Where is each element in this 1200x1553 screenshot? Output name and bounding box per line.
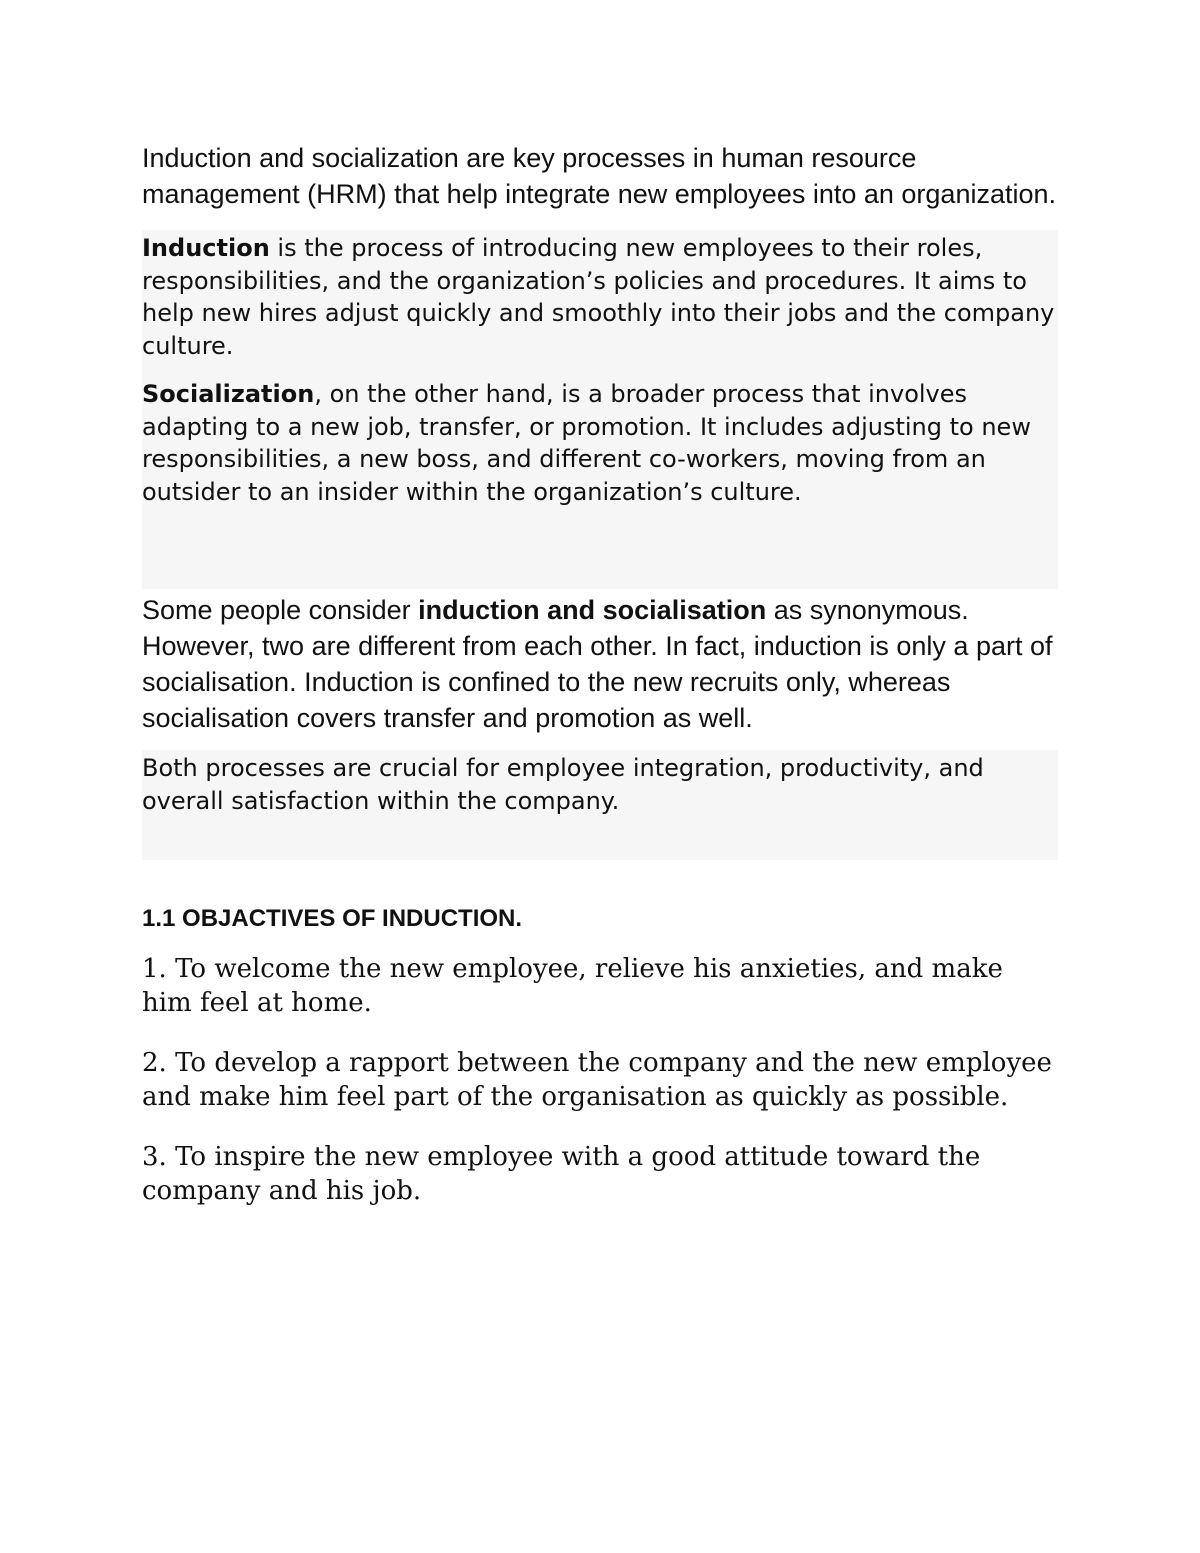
conclusion-block <box>142 750 1058 860</box>
intro-paragraph: Induction and socialization are key processes in human resource management (HRM) that help integrate new employees into an organization. <box>142 143 1057 209</box>
definitions-block <box>142 230 1058 589</box>
objective-item-3: 3. To inspire the new employee with a good attitude toward the company and his job. <box>142 1142 981 1206</box>
comparison-after: as synonymous. However, two are different from each other. In fact, induction is only a part of socialisation. Induction is confined to the new recruits only, whereas socialisation covers transfer and promotion as well. <box>142 595 1053 733</box>
induction-term: Induction <box>142 234 270 262</box>
objective-item-1: 1. To welcome the new employee, relieve his anxieties, and make him feel at home. <box>142 954 1003 1018</box>
socialization-text: , on the other hand, is a broader process that involves adapting to a new job, transfer, or promotion. It includes adjusting to new responsibilities, a new boss, and different co-workers, moving from an outsider to an insider within the organization’s culture. <box>142 380 1031 506</box>
conclusion-paragraph: Both processes are crucial for employee integration, productivity, and overall satisfaction within the company. <box>142 754 984 815</box>
objectives-heading: 1.1 OBJACTIVES OF INDUCTION. <box>142 905 523 932</box>
objective-item-2: 2. To develop a rapport between the company and the new employee and make him feel part of the organisation as quickly as possible. <box>142 1048 1052 1112</box>
comparison-before: Some people consider <box>142 595 419 625</box>
induction-definition <box>142 232 1058 362</box>
socialization-definition <box>142 378 1058 508</box>
document-page <box>142 140 1058 1208</box>
comparison-bold: induction and socialisation <box>418 595 767 625</box>
induction-text: is the process of introducing new employees to their roles, responsibilities, and the organization’s policies and procedures. It aims to help new hires adjust quickly and smoothly into their jobs and the company culture. <box>142 234 1055 360</box>
socialization-term: Socialization <box>142 380 315 408</box>
comparison-paragraph <box>142 589 1058 750</box>
